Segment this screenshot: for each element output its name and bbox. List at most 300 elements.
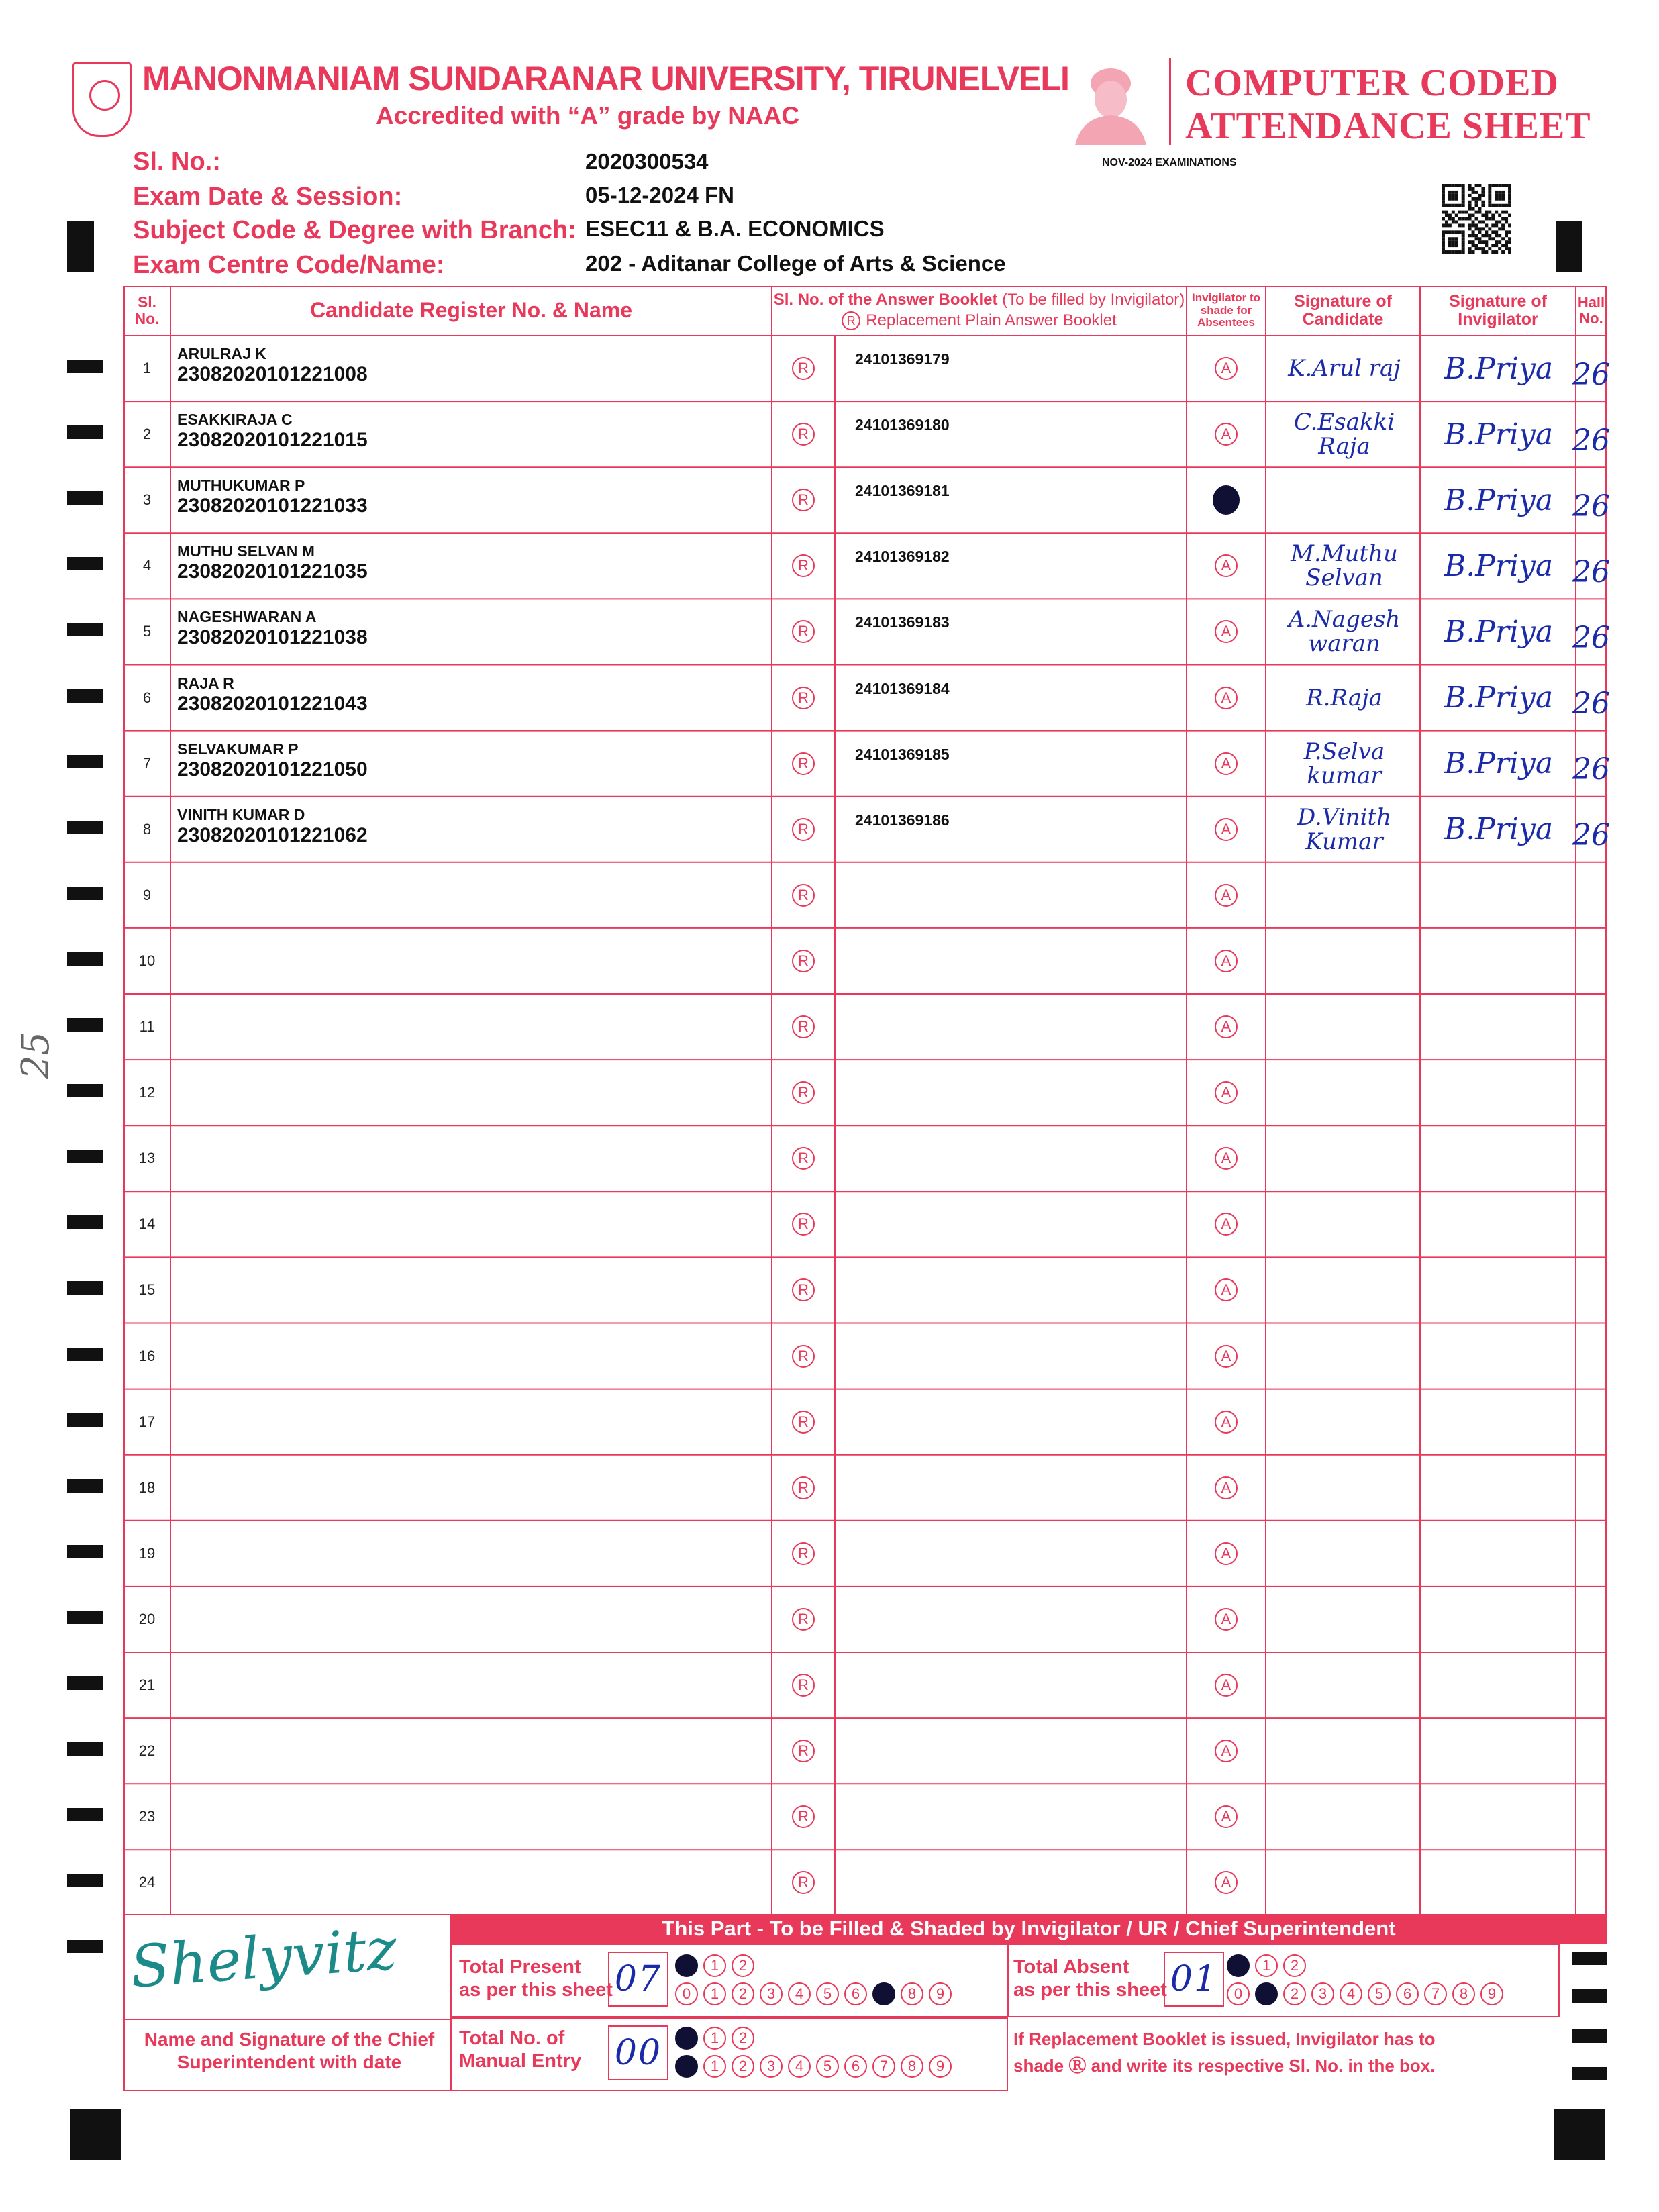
invigilator-signature: B.Priya <box>1444 681 1554 715</box>
booklet-header-note: (To be filled by Invigilator) <box>1002 290 1185 309</box>
row-sl-no: 6 <box>142 689 152 706</box>
row-sl-no: 24 <box>138 1874 156 1891</box>
candidate-signature: R.Raja <box>1306 684 1382 711</box>
digit-bubble[interactable]: 2 <box>732 1982 754 2005</box>
candidate-cell <box>177 599 768 664</box>
timing-mark <box>67 1084 103 1097</box>
digit-bubble[interactable]: 8 <box>901 2055 923 2078</box>
absent-label <box>1013 1956 1167 2001</box>
digit-bubble[interactable]: 0 <box>1227 1982 1250 2005</box>
digit-bubble-shaded[interactable] <box>1227 1954 1250 1977</box>
replacement-note <box>1013 2025 1436 2079</box>
attendance-table <box>123 286 1610 1914</box>
absent-bubble-cell <box>1187 599 1266 664</box>
absent-bubble-cell <box>1187 1652 1266 1718</box>
candidate-name: NAGESHWARAN A <box>177 608 317 626</box>
timing-mark <box>67 1742 103 1756</box>
replacement-bubble-cell <box>772 1521 835 1587</box>
timing-mark <box>67 1808 103 1821</box>
digit-bubble[interactable]: 2 <box>732 2055 754 2078</box>
candidate-name: RAJA R <box>177 674 234 692</box>
replacement-bubble[interactable]: R <box>792 1674 815 1697</box>
timing-mark <box>67 1874 103 1887</box>
row-sl-no: 22 <box>138 1742 156 1760</box>
replacement-bubble[interactable]: R <box>792 1015 815 1038</box>
chief-signature: Shelyvitz <box>128 1915 399 2001</box>
timing-mark <box>67 425 103 439</box>
chief-label: Name and Signature of the Chief Superintendent with date <box>144 2029 435 2072</box>
row-sl-no: 2 <box>142 425 152 443</box>
invigilator-signature: B.Priya <box>1444 417 1554 452</box>
replacement-bubble-cell <box>772 1718 835 1784</box>
register-number: 23082020101221050 <box>177 758 368 781</box>
margin-note: 25 <box>14 1031 58 1080</box>
row-sl-no: 20 <box>138 1610 156 1627</box>
absent-bubble[interactable]: A <box>1215 1674 1238 1697</box>
replacement-bubble[interactable]: R <box>792 357 815 380</box>
digit-bubble[interactable]: 4 <box>1340 1982 1362 2005</box>
absent-bubble[interactable]: A <box>1215 884 1238 907</box>
register-number: 23082020101221008 <box>177 363 368 385</box>
corner-mark-bottom-left <box>70 2109 121 2160</box>
digit-bubble[interactable]: 2 <box>732 2027 754 2050</box>
absent-label-1: Total Absent <box>1013 1956 1129 1978</box>
sl-no-value: 2020300534 <box>585 149 709 174</box>
row-sl-no: 10 <box>138 952 156 969</box>
digit-bubble[interactable]: 7 <box>872 2055 895 2078</box>
candidate-name: MUTHU SELVAN M <box>177 542 315 560</box>
row-sl-no: 23 <box>138 1808 156 1825</box>
manual-label-1: Total No. of <box>459 2027 565 2049</box>
timing-mark <box>67 821 103 834</box>
booklet-number: 24101369184 <box>855 679 950 697</box>
invigilator-signature: B.Priya <box>1444 483 1554 517</box>
digit-bubble[interactable]: 2 <box>1283 1954 1306 1977</box>
present-value[interactable]: 07 <box>608 1952 668 2007</box>
booklet-number: 24101369183 <box>855 613 950 632</box>
absent-bubble-cell <box>1187 1191 1266 1257</box>
replacement-note-1: If Replacement Booklet is issued, Invigilator has to <box>1013 2029 1436 2049</box>
timing-mark <box>67 1018 103 1032</box>
absent-bubbles-row <box>1227 1954 1503 1977</box>
candidate-name: ESAKKIRAJA C <box>177 411 293 429</box>
absent-bubble-cell <box>1187 336 1266 401</box>
hall-number: 26 <box>1572 423 1610 458</box>
absent-bubble-cell <box>1187 1455 1266 1521</box>
replacement-bubble-cell <box>772 401 835 467</box>
replacement-bubble[interactable]: R <box>792 1542 815 1565</box>
candidate-name: VINITH KUMAR D <box>177 805 305 823</box>
absent-bubble-cell <box>1187 1850 1266 1915</box>
absent-bubble-cell <box>1187 1718 1266 1784</box>
sheet-title-line-2: ATTENDANCE SHEET <box>1185 105 1591 147</box>
row-sl-no: 8 <box>142 820 152 838</box>
exam-centre-value: 202 - Aditanar College of Arts & Science <box>585 251 1006 276</box>
manual-bubbles-row <box>675 2027 952 2050</box>
absent-bubble[interactable]: A <box>1215 950 1238 972</box>
hall-number: 26 <box>1572 489 1610 523</box>
digit-bubble[interactable]: 9 <box>929 2055 952 2078</box>
present-bubbles <box>675 1954 952 2005</box>
replacement-bubble[interactable]: R <box>792 1411 815 1434</box>
footer-band: This Part - To be Filled & Shaded by Invigilator / UR / Chief Superintendent <box>451 1914 1607 1944</box>
replacement-bubble-cell <box>772 1257 835 1323</box>
timing-mark <box>67 1281 103 1295</box>
absent-bubble-cell <box>1187 467 1266 533</box>
manual-bubbles-row <box>675 2055 952 2078</box>
digit-bubble[interactable]: 6 <box>1396 1982 1419 2005</box>
booklet-number: 24101369181 <box>855 482 950 500</box>
booklet-header-main: Sl. No. of the Answer Booklet <box>773 290 998 309</box>
replacement-bubble-cell <box>772 599 835 664</box>
row-sl-no: 19 <box>138 1544 156 1562</box>
candidate-cell <box>177 665 768 731</box>
manual-label <box>459 2027 581 2072</box>
university-name: MANONMANIAM SUNDARANAR UNIVERSITY, TIRUNELVELI <box>142 60 1069 97</box>
booklet-number: 24101369182 <box>855 548 950 566</box>
candidate-name: SELVAKUMAR P <box>177 740 299 758</box>
founder-portrait <box>1068 58 1153 145</box>
hall-number: 26 <box>1572 752 1610 787</box>
chief-box <box>123 1914 451 2091</box>
candidate-signature: C.Esakki Raja <box>1293 409 1395 460</box>
absent-bubble-cell <box>1187 1125 1266 1191</box>
row-sl-no: 5 <box>142 623 152 640</box>
absent-bubble[interactable]: A <box>1215 1345 1238 1368</box>
timing-mark <box>1572 1989 1607 2003</box>
replacement-bubble-cell <box>772 1850 835 1915</box>
absent-bubble[interactable]: A <box>1215 1411 1238 1434</box>
digit-bubble-shaded[interactable] <box>872 1982 895 2005</box>
candidate-cell <box>177 731 768 797</box>
sl-no-label: Sl. No.: <box>133 148 221 176</box>
digit-bubble-shaded[interactable] <box>1255 1982 1278 2005</box>
replacement-bubble-cell <box>772 1125 835 1191</box>
invigilator-signature: B.Priya <box>1444 812 1554 847</box>
timing-mark <box>67 1150 103 1163</box>
replacement-bubble-cell <box>772 1455 835 1521</box>
col-hall-header: Hall No. <box>1577 293 1605 327</box>
replacement-bubble-cell <box>772 994 835 1060</box>
present-bubbles-row <box>675 1982 952 2005</box>
digit-bubble[interactable]: 0 <box>675 1982 698 2005</box>
timing-mark <box>67 1676 103 1690</box>
replacement-bubble[interactable]: R <box>792 620 815 643</box>
row-sl-no: 21 <box>138 1676 156 1694</box>
row-sl-no: 17 <box>138 1413 156 1430</box>
absent-bubble-cell <box>1187 1389 1266 1455</box>
qr-code <box>1442 184 1511 254</box>
absent-bubbles-row <box>1227 1982 1503 2005</box>
digit-bubble[interactable]: 5 <box>816 2055 839 2078</box>
digit-bubble[interactable]: 1 <box>703 1954 726 1977</box>
timing-mark <box>67 887 103 900</box>
register-number: 23082020101221033 <box>177 495 368 517</box>
invigilator-signature: B.Priya <box>1444 548 1554 583</box>
col-cand-sig-header: Signature of Candidate <box>1294 291 1392 329</box>
candidate-signature: M.Muthu Selvan <box>1291 540 1398 592</box>
absent-bubble[interactable]: A <box>1215 1542 1238 1565</box>
timing-mark <box>67 1215 103 1229</box>
digit-bubble[interactable]: 4 <box>788 1982 811 2005</box>
booklet-header-sub: Replacement Plain Answer Booklet <box>866 311 1117 330</box>
absent-bubble-cell <box>1187 994 1266 1060</box>
hall-number: 26 <box>1572 818 1610 853</box>
digit-bubble[interactable]: 6 <box>844 1982 867 2005</box>
register-number: 23082020101221038 <box>177 626 368 649</box>
replacement-bubble-cell <box>772 665 835 731</box>
digit-bubble[interactable]: 1 <box>703 1982 726 2005</box>
timing-mark <box>67 1479 103 1493</box>
booklet-number: 24101369179 <box>855 350 950 368</box>
corner-mark-top-left <box>67 221 94 272</box>
booklet-number: 24101369180 <box>855 416 950 434</box>
timing-mark <box>1572 2067 1607 2080</box>
absent-bubble-shaded[interactable] <box>1213 485 1240 515</box>
manual-value[interactable]: 00 <box>608 2025 668 2080</box>
replacement-bubble-cell <box>772 467 835 533</box>
replacement-bubble[interactable]: R <box>792 423 815 446</box>
replacement-bubble-cell <box>772 1652 835 1718</box>
replacement-bubble-cell <box>772 533 835 599</box>
corner-mark-top-right <box>1556 221 1582 272</box>
absent-bubble[interactable]: A <box>1215 1740 1238 1762</box>
digit-bubble[interactable]: 1 <box>1255 1954 1278 1977</box>
absent-bubble[interactable]: A <box>1215 423 1238 446</box>
timing-mark <box>67 360 103 373</box>
sheet-title-line-1: COMPUTER CODED <box>1185 62 1559 104</box>
candidate-cell <box>177 467 768 533</box>
digit-bubble[interactable]: 4 <box>788 2055 811 2078</box>
subject-value: ESEC11 & B.A. ECONOMICS <box>585 216 885 241</box>
replacement-bubble[interactable]: R <box>792 950 815 972</box>
absent-bubble-cell <box>1187 1257 1266 1323</box>
replacement-bubble[interactable]: R <box>792 1608 815 1631</box>
candidate-signature: K.Arul raj <box>1288 355 1401 383</box>
replacement-bubble-cell <box>772 1323 835 1389</box>
replacement-bubble[interactable]: R <box>792 1476 815 1499</box>
hall-number: 26 <box>1572 620 1610 655</box>
digit-bubble-shaded[interactable] <box>675 2027 698 2050</box>
absent-bubble[interactable]: A <box>1215 1015 1238 1038</box>
absent-bubble[interactable]: A <box>1215 1147 1238 1170</box>
candidate-name: ARULRAJ K <box>177 345 266 362</box>
row-sl-no: 16 <box>138 1347 156 1364</box>
register-number: 23082020101221062 <box>177 823 368 846</box>
replacement-bubble-cell <box>772 336 835 401</box>
replacement-bubble-cell <box>772 1784 835 1850</box>
digit-bubble[interactable]: 3 <box>1311 1982 1334 2005</box>
digit-bubble[interactable]: 2 <box>732 1954 754 1977</box>
absent-bubble-cell <box>1187 401 1266 467</box>
timing-mark <box>1572 2029 1607 2043</box>
digit-bubble[interactable]: 9 <box>1480 1982 1503 2005</box>
col-sl-header: Sl. No. <box>134 293 160 328</box>
hall-number: 26 <box>1572 687 1610 721</box>
digit-bubble[interactable]: 7 <box>1424 1982 1447 2005</box>
replacement-bubble[interactable]: R <box>792 1805 815 1828</box>
university-logo <box>72 62 132 137</box>
absent-bubble-cell <box>1187 928 1266 994</box>
absent-bubble[interactable]: A <box>1215 1476 1238 1499</box>
present-bubbles-row <box>675 1954 952 1977</box>
digit-bubble[interactable]: 3 <box>760 1982 783 2005</box>
timing-mark <box>67 557 103 570</box>
candidate-cell <box>177 336 768 401</box>
absent-bubble[interactable]: A <box>1215 1805 1238 1828</box>
timing-mark <box>67 1611 103 1624</box>
digit-bubble[interactable]: 1 <box>703 2055 726 2078</box>
corner-mark-bottom-right <box>1554 2109 1605 2160</box>
absent-bubble[interactable]: A <box>1215 357 1238 380</box>
absent-bubble[interactable]: A <box>1215 620 1238 643</box>
replacement-bubble[interactable]: R <box>792 752 815 775</box>
register-number: 23082020101221043 <box>177 692 368 715</box>
candidate-cell <box>177 401 768 467</box>
replacement-bubble-cell <box>772 1060 835 1125</box>
replacement-bubble[interactable]: R <box>792 818 815 841</box>
timing-mark <box>67 1413 103 1427</box>
timing-mark <box>67 623 103 636</box>
register-number: 23082020101221035 <box>177 560 368 583</box>
manual-bubbles <box>675 2027 952 2078</box>
absent-bubble[interactable]: A <box>1215 818 1238 841</box>
header-divider <box>1169 58 1171 145</box>
absent-bubble-cell <box>1187 1060 1266 1125</box>
timing-mark <box>67 689 103 703</box>
row-sl-no: 12 <box>138 1084 156 1101</box>
chief-divider <box>125 2019 450 2020</box>
replacement-bubble[interactable]: R <box>792 1147 815 1170</box>
candidate-signature: P.Selva kumar <box>1303 738 1385 789</box>
row-sl-no: 18 <box>138 1478 156 1496</box>
digit-bubble[interactable]: 2 <box>1283 1982 1306 2005</box>
timing-mark <box>67 1545 103 1558</box>
replacement-bubble-cell <box>772 1191 835 1257</box>
absent-bubble-cell <box>1187 1587 1266 1652</box>
digit-bubble[interactable]: 9 <box>929 1982 952 2005</box>
exam-date-value: 05-12-2024 FN <box>585 183 734 207</box>
col-booklet-header <box>772 286 1187 336</box>
absent-bubble[interactable]: A <box>1215 687 1238 709</box>
candidate-name: MUTHUKUMAR P <box>177 476 305 495</box>
row-sl-no: 13 <box>138 1150 156 1167</box>
candidate-signature: D.Vinith Kumar <box>1297 803 1392 855</box>
absent-bubble[interactable]: A <box>1215 1278 1238 1301</box>
candidate-cell <box>177 797 768 862</box>
manual-label-2: Manual Entry <box>459 2050 582 2072</box>
replacement-bubble-cell <box>772 731 835 797</box>
col-absent-header: Invigilator to shade for Absentees <box>1192 291 1260 330</box>
replacement-bubble[interactable]: R <box>792 1345 815 1368</box>
timing-mark <box>1572 1952 1607 1965</box>
row-sl-no: 11 <box>139 1018 155 1036</box>
absent-bubble[interactable]: A <box>1215 752 1238 775</box>
row-sl-no: 9 <box>142 886 152 903</box>
booklet-number: 24101369186 <box>855 811 950 829</box>
digit-bubble[interactable]: 8 <box>901 1982 923 2005</box>
absent-bubble[interactable]: A <box>1215 1608 1238 1631</box>
absent-bubble[interactable]: A <box>1215 1081 1238 1104</box>
absent-bubble[interactable]: A <box>1215 1871 1238 1894</box>
invigilator-signature: B.Priya <box>1444 351 1554 386</box>
present-label-1: Total Present <box>459 1956 581 1978</box>
accreditation: Accredited with “A” grade by NAAC <box>376 102 800 130</box>
hall-number: 26 <box>1572 357 1610 392</box>
col-candidate-header: Candidate Register No. & Name <box>309 298 633 323</box>
digit-bubble-shaded[interactable] <box>675 1954 698 1977</box>
replacement-note-2: shade Ⓡ and write its respective Sl. No. in the box. <box>1013 2056 1436 2076</box>
register-number: 23082020101221015 <box>177 429 368 452</box>
sheet-title <box>1185 62 1591 148</box>
absent-bubble-cell <box>1187 1323 1266 1389</box>
candidate-cell <box>177 533 768 599</box>
absent-bubble-cell <box>1187 797 1266 862</box>
timing-mark <box>67 755 103 768</box>
candidate-signature: A.Nagesh waran <box>1288 606 1401 658</box>
replacement-bubble[interactable]: R <box>792 489 815 511</box>
replacement-bubble-cell <box>772 797 835 862</box>
present-label-2: as per this sheet <box>459 1979 613 2001</box>
present-label <box>459 1956 613 2001</box>
absent-bubble[interactable]: A <box>1215 554 1238 577</box>
subject-label: Subject Code & Degree with Branch: <box>133 216 576 244</box>
absent-value[interactable]: 01 <box>1164 1952 1224 2007</box>
replacement-bubble[interactable]: R <box>792 1081 815 1104</box>
row-sl-no: 15 <box>138 1281 156 1299</box>
absent-label-2: as per this sheet <box>1013 1979 1167 2001</box>
digit-bubble[interactable]: 1 <box>703 2027 726 2050</box>
replacement-bubble-cell <box>772 928 835 994</box>
digit-bubble[interactable]: 5 <box>816 1982 839 2005</box>
row-sl-no: 7 <box>142 754 152 772</box>
replacement-bubble[interactable]: R <box>792 687 815 709</box>
digit-bubble[interactable]: 5 <box>1368 1982 1391 2005</box>
exam-series: NOV-2024 EXAMINATIONS <box>1102 157 1237 168</box>
exam-centre-label: Exam Centre Code/Name: <box>133 251 445 279</box>
invigilator-signature: B.Priya <box>1444 614 1554 649</box>
replacement-bubble[interactable]: R <box>792 1871 815 1894</box>
replacement-bubble[interactable]: R <box>792 554 815 577</box>
col-inv-sig-header: Signature of Invigilator <box>1449 291 1547 329</box>
absent-bubble-cell <box>1187 731 1266 797</box>
candidate-signature <box>1268 467 1420 533</box>
replacement-bubble-cell <box>772 862 835 928</box>
replacement-bubble[interactable]: R <box>792 1278 815 1301</box>
row-sl-no: 1 <box>142 360 152 377</box>
replacement-bubble[interactable]: R <box>792 1213 815 1236</box>
digit-bubble[interactable]: 3 <box>760 2055 783 2078</box>
replacement-bubble[interactable]: R <box>792 884 815 907</box>
digit-bubble[interactable]: 6 <box>844 2055 867 2078</box>
absent-bubble-cell <box>1187 665 1266 731</box>
replacement-bubble-cell <box>772 1389 835 1455</box>
invigilator-signature: B.Priya <box>1444 746 1554 781</box>
absent-bubble-cell <box>1187 862 1266 928</box>
absent-bubble[interactable]: A <box>1215 1213 1238 1236</box>
absent-bubble-cell <box>1187 533 1266 599</box>
timing-mark <box>67 952 103 966</box>
timing-mark <box>67 1940 103 1953</box>
digit-bubble-shaded[interactable] <box>675 2055 698 2078</box>
digit-bubble[interactable]: 8 <box>1452 1982 1475 2005</box>
booklet-number: 24101369185 <box>855 745 950 763</box>
row-sl-no: 14 <box>138 1215 156 1233</box>
replacement-bubble-cell <box>772 1587 835 1652</box>
replacement-bubble[interactable]: R <box>792 1740 815 1762</box>
absent-bubble-cell <box>1187 1521 1266 1587</box>
absent-bubbles <box>1227 1954 1503 2005</box>
